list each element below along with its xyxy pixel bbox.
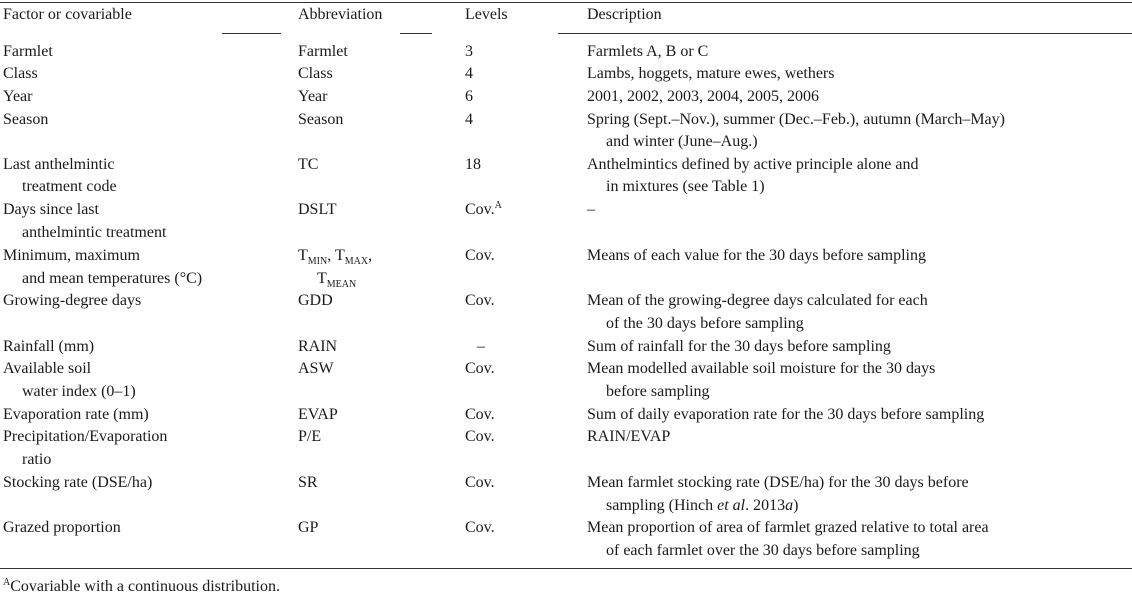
citation-etal: et al <box>717 497 746 514</box>
factor-cell: Season <box>3 111 49 128</box>
abbrev-header-underline <box>400 33 432 34</box>
abbrev-cell: SR <box>298 474 318 491</box>
description-cell: Means of each value for the 30 days before sampling <box>587 247 926 264</box>
description-cell: Anthelmintics defined by active principle alone and <box>587 156 919 173</box>
citation-text: sampling (Hinch <box>606 497 718 514</box>
levels-cell: Cov. <box>465 474 495 491</box>
abbrev-cell: Class <box>298 65 333 82</box>
description-cell: Lambs, hoggets, mature ewes, wethers <box>587 65 835 82</box>
abbrev-cell: Season <box>298 111 344 128</box>
abbrev-cell: P/E <box>298 428 322 445</box>
description-cell-continued: of each farmlet over the 30 days before sampling <box>606 542 920 559</box>
factor-header-underline <box>222 33 281 34</box>
factor-cell-continued: anthelmintic treatment <box>22 224 167 241</box>
footnote-marker: A <box>3 577 11 588</box>
description-cell: Sum of rainfall for the 30 days before sampling <box>587 338 891 355</box>
abbrev-cell: EVAP <box>298 406 338 423</box>
abbrev-text: T <box>298 247 308 264</box>
factor-cell-continued: ratio <box>22 451 52 468</box>
footnote-ref: A <box>494 200 502 211</box>
description-cell-continued: in mixtures (see Table 1) <box>606 178 765 195</box>
description-cell: – <box>587 201 595 218</box>
levels-cell: Cov. <box>465 292 495 309</box>
header-description: Description <box>587 6 662 23</box>
abbrev-cell: Farmlet <box>298 43 348 60</box>
abbrev-text: , <box>368 247 373 264</box>
abbrev-subscript: MAX <box>344 256 369 267</box>
bottom-rule <box>0 568 1132 569</box>
abbrev-cell: GP <box>298 519 319 536</box>
factor-cell: Stocking rate (DSE/ha) <box>3 474 153 491</box>
description-cell: Mean modelled available soil moisture for the 30 days <box>587 360 936 377</box>
factor-cell: Class <box>3 65 38 82</box>
header-levels: Levels <box>465 6 508 23</box>
factor-cell: Year <box>3 88 33 105</box>
citation-year: . 2013 <box>745 497 786 514</box>
description-cell: RAIN/EVAP <box>587 428 671 445</box>
description-cell: Mean of the growing-degree days calculated for each <box>587 292 928 309</box>
levels-cell: 4 <box>465 65 473 82</box>
factor-cell: Available soil <box>3 360 92 377</box>
levels-cell: – <box>477 338 485 355</box>
abbrev-cell: ASW <box>298 360 334 377</box>
description-cell: Mean proportion of area of farmlet grazed relative to total area <box>587 519 989 536</box>
description-cell: Spring (Sept.–Nov.), summer (Dec.–Feb.), autumn (March–May) <box>587 111 1005 128</box>
factor-cell: Minimum, maximum <box>3 247 140 264</box>
top-rule <box>0 2 1132 3</box>
header-factor: Factor or covariable <box>3 6 132 23</box>
levels-cell: 18 <box>465 156 481 173</box>
abbrev-subscript: MEAN <box>326 279 357 290</box>
description-header-underline <box>558 33 1132 34</box>
description-cell: Farmlets A, B or C <box>587 43 709 60</box>
levels-cell <box>465 199 502 222</box>
levels-cell: Cov. <box>465 247 495 264</box>
abbrev-cell <box>298 245 372 268</box>
factor-cell: Growing-degree days <box>3 292 142 309</box>
abbrev-text: , T <box>327 247 345 264</box>
footnote-text: Covariable with a continuous distribution. <box>10 578 280 595</box>
description-cell-continued: of the 30 days before sampling <box>606 315 804 332</box>
factor-cell-continued: and mean temperatures (°C) <box>22 270 203 287</box>
abbrev-cell: Year <box>298 88 328 105</box>
factor-cell: Farmlet <box>3 43 53 60</box>
levels-cell: Cov. <box>465 360 495 377</box>
description-cell: Sum of daily evaporation rate for the 30 days before sampling <box>587 406 985 423</box>
description-cell-continued <box>587 495 798 518</box>
levels-cell: Cov. <box>465 428 495 445</box>
factor-cell-continued: treatment code <box>22 178 117 195</box>
levels-cell: Cov. <box>465 406 495 423</box>
abbrev-cell: TC <box>298 156 319 173</box>
description-cell: Mean farmlet stocking rate (DSE/ha) for the 30 days before <box>587 474 969 491</box>
factor-cell: Evaporation rate (mm) <box>3 406 149 423</box>
abbrev-cell: RAIN <box>298 338 338 355</box>
description-cell: 2001, 2002, 2003, 2004, 2005, 2006 <box>587 88 819 105</box>
abbrev-cell: DSLT <box>298 201 337 218</box>
citation-year-suffix: a <box>785 497 794 514</box>
levels-cell: 4 <box>465 111 473 128</box>
levels-text: Cov. <box>465 201 495 218</box>
factor-cell: Days since last <box>3 201 99 218</box>
description-cell-continued: and winter (June–Aug.) <box>606 133 758 150</box>
factor-cell-continued: water index (0–1) <box>22 383 136 400</box>
factor-cell: Grazed proportion <box>3 519 121 536</box>
factor-cell: Precipitation/Evaporation <box>3 428 168 445</box>
description-cell-continued: before sampling <box>606 383 710 400</box>
abbrev-text: T <box>317 270 327 287</box>
citation-close: ) <box>793 497 799 514</box>
levels-cell: Cov. <box>465 519 495 536</box>
factor-cell: Rainfall (mm) <box>3 338 95 355</box>
header-abbreviation: Abbreviation <box>298 6 383 23</box>
levels-cell: 6 <box>465 88 473 105</box>
abbrev-subscript: MIN <box>307 256 328 267</box>
levels-cell: 3 <box>465 43 473 60</box>
abbrev-cell-continued <box>298 268 356 291</box>
abbrev-cell: GDD <box>298 292 333 309</box>
factor-cell: Last anthelmintic <box>3 156 115 173</box>
